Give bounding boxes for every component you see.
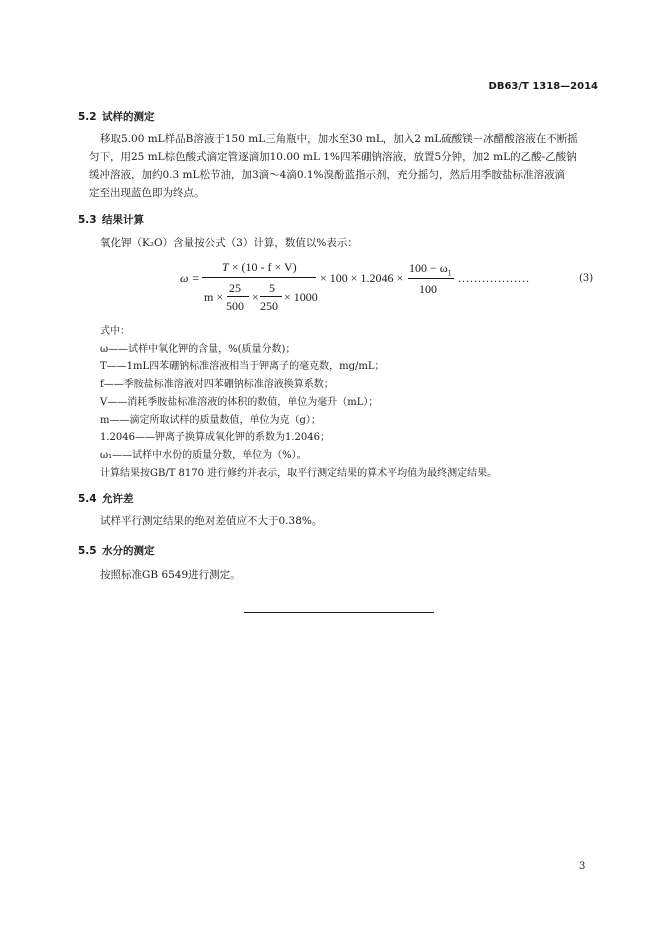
end-of-text-rule — [244, 612, 434, 613]
definition-item: 1.2046——钾离子换算成氧化钾的系数为1.2046； — [100, 432, 330, 444]
page-number: 3 — [579, 861, 586, 872]
section-heading-5-4 — [78, 491, 134, 506]
equation-leader-dots: .................. — [458, 271, 530, 285]
fraction-5-denominator: 250 — [260, 299, 278, 313]
definition-item: m——滴定所取试样的质量数值，单位为克（g）； — [100, 414, 321, 426]
section-heading-5-5 — [78, 543, 155, 558]
equation-number: (3) — [579, 273, 594, 284]
paragraph-line: 匀下，用25 mL棕色酸式滴定管逐滴加10.00 mL 1%四苯硼钠溶液，放置5分钟，加2 mL的乙酸-乙酸钠 — [89, 151, 577, 163]
fraction-5-250-bar — [260, 296, 282, 297]
moisture-text: 按照标准GB 6549进行测定。 — [100, 569, 241, 581]
paragraph-line: 定至出现蓝色即为终点。 — [89, 187, 205, 199]
times-sign: × — [252, 290, 259, 304]
formula-denominator-tail: × 1000 — [284, 290, 318, 304]
definition-item: V——消耗季胺盐标准溶液的体积的数值，单位为毫升（mL）； — [100, 396, 379, 408]
water-fraction-bar — [408, 278, 454, 279]
formula-denominator-m: m × — [204, 290, 224, 304]
formula-middle-factors: × 100 × 1.2046 × — [320, 271, 404, 285]
fraction-25-numerator: 25 — [229, 281, 241, 295]
formula-intro: 氧化钾（K₂O）含量按公式（3）计算，数值以%表示： — [100, 237, 358, 249]
paragraph-line: 缓冲溶液，加约0.3 mL松节油，加3滴～4滴0.1%溴酚蓝指示剂，充分摇匀，然后用季胺盐标准溶液滴 — [89, 169, 565, 181]
section-heading-5-2 — [78, 109, 155, 124]
water-fraction-numerator: $100 - \omega_1$ — [409, 261, 452, 278]
definition-item: ω——试样中氧化钾的含量，%(质量分数)； — [100, 343, 296, 355]
tolerance-text: 试样平行测定结果的绝对差值应不大于0.38%。 — [100, 515, 323, 527]
section-title: 试样的测定 — [102, 111, 155, 123]
definitions-label: 式中： — [100, 326, 130, 337]
fraction-25-500-bar — [227, 296, 249, 297]
definition-item: T——1mL四苯硼钠标准溶液相当于钾离子的毫克数，mg/mL； — [100, 361, 385, 373]
section-number: 5.4 — [78, 493, 97, 505]
water-fraction-denominator: 100 — [419, 282, 437, 296]
section-title: 结果计算 — [102, 214, 144, 226]
section-number: 5.5 — [78, 545, 97, 557]
paragraph-line: 移取5.00 mL样品B溶液于150 mL三角瓶中，加水至30 mL，加入2 mL硫酸镁－冰醋酸溶液在不断摇 — [100, 133, 578, 145]
variable-definitions — [100, 323, 497, 482]
paragraph-sample-determination — [89, 130, 578, 202]
section-number: 5.2 — [78, 111, 97, 123]
document-id: DB63/T 1318—2014 — [488, 81, 598, 92]
main-fraction-bar — [202, 277, 316, 278]
fraction-5-numerator: 5 — [269, 281, 275, 295]
section-heading-5-3 — [78, 212, 144, 227]
section-title: 允许差 — [102, 493, 134, 505]
formula-lhs: ω = — [180, 271, 200, 285]
formula-numerator: T × (10 - f × V) — [222, 260, 297, 274]
section-title: 水分的测定 — [102, 545, 155, 557]
section-number: 5.3 — [78, 214, 97, 226]
rounding-note: 计算结果按GB/T 8170 进行修约并表示，取平行测定结果的算术平均值为最终测定结果。 — [100, 467, 498, 479]
fraction-25-denominator: 500 — [226, 299, 244, 313]
definition-item: f——季胺盐标准溶液对四苯硼钠标准溶液换算系数； — [100, 379, 334, 391]
definition-item: ω₁——试样中水份的质量分数，单位为（%）。 — [100, 449, 307, 461]
